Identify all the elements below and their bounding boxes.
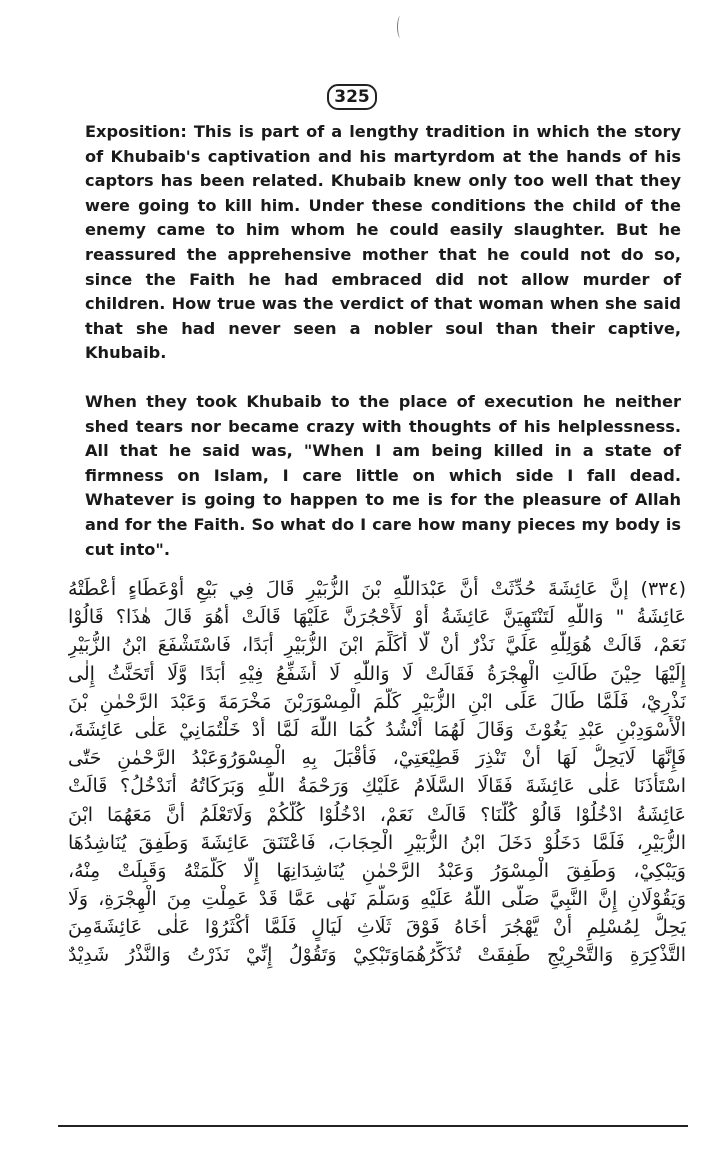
arabic-line: إِلَيْهَا حِيْنَ طَالَتِ الْهِجْرَةُ فَقَالَتْ لَا وَاللّٰهِ لَا أُشَفِّعُ فِيْهِ أَبَدًا وَّلَا أَتَحَنَّثُ إِلٰى (68, 662, 686, 685)
arabic-line: (٣٣٤) إنَّ عَائِشَةَ حُدِّثَتْ أَنَّ عَبْدَاللّٰهِ بْنَ الزُّبَيْرِ قَالَ فِي بَيْعٍ أَوْعَطَاءٍ أَعْطَتْهُ (68, 578, 686, 600)
arabic-line: وَيَبْكِيْ، وَطَفِقَ الْمِسْوَرُ وَعَبْدُ الرَّحْمٰنِ يُنَاشِدَانِهَا إِلَّا كَلَّمَتْهُ وَقَبِلَتْ مِنْهُ، (68, 859, 686, 882)
scan-mark (397, 16, 404, 38)
execution-paragraph: When they took Khubaib to the place of execution he neither shed tears nor became crazy with thoughts of his helplessness. All that he said was, "When I am being killed in a state of firmness on Islam, I care little on which side I fall dead. Whatever is going to happen to me is for the pleasure of Allah and for the Faith. So what do I care how many pieces my body is cut into". (85, 392, 681, 559)
arabic-hadith (68, 575, 686, 970)
footer-rule (58, 1125, 688, 1127)
arabic-line: عَائِشَةُ ادْخُلُوْا قَالُوْ كُلُّنَا؟ قَالَتْ نَعَمْ، ادْخُلُوْا كُلُّكُمْ وَلَاتَعْلَمُ أَنَّ مَعَهُمَا ابْنَ (68, 803, 686, 826)
arabic-line: الْأَسْوَدِبْنِ عَبْدِ يَغُوْثَ وَقَالَ لَهُمَا أَنْشُدُ كُمَا اللّٰهَ لَمَّا أَدْ خَلْتُمَانِيْ عَلٰى عَائِشَةَ، (68, 718, 686, 741)
arabic-line: وَيَقُوْلَانِ إِنَّ النَّبِيَّ صَلَّى اللّٰهُ عَلَيْهِ وَسَلَّمَ نَهٰى عَمَّا قَدْ عَمِلْتِ مِنَ الْهِجْرَةِ، وَلَا (68, 888, 686, 911)
arabic-line: التَّذْكِرَةِ وَالتَّحْرِيْجِ طَفِقَتْ تُذَكِّرُهُمَاوَتَبْكِيْ وَتَقُوْلُ إِنِّيْ نَذَرْتُ وَالنَّذْرُ شَدِيْدٌ (68, 944, 686, 967)
exposition-text: This is part of a lengthy tradition in which the story of Khubaib's captivation and his martyrdom at the hands of his captors has been related. Khubaib knew only too well that they were going to kill him. Under these conditions the child of the enemy came to him whom he could easily slaughter. But he reassured the apprehensive mother that he could not do so, since the Faith he had embraced did not allow murder of children. How true was the verdict of that woman when she said that she had never seen a nobler soul than their captive, Khubaib. (85, 122, 681, 363)
arabic-line: نَعَمْ، قَالَتْ هُوَلِلّٰهِ عَلَيَّ نَذْرٌ أَنْ لَّا أُكَلِّمَ ابْنَ الزُّبَيْرِ أَبَدًا، فَاسْتَشْفَعَ ابْنُ الزُّبَيْرِ (68, 634, 686, 657)
arabic-line: اسْتَأْذَنَا عَلٰى عَائِشَةَ فَقَالَا السَّلَامُ عَلَيْكِ وَرَحْمَةُ اللّٰهِ وَبَرَكَاتُهُ أَنَدْخُلُ؟ قَالَتْ (68, 775, 686, 798)
arabic-line: عَائِشَةُ " وَاللّٰهِ لَتَنْتَهِيَنَّ عَائِشَةُ أَوْ لَأَحْجُرَنَّ عَلَيْهَا قَالَتْ أَهُوَ قَالَ هٰذَا؟ قَالُوْا (68, 606, 686, 629)
page-number: 325 (327, 84, 377, 110)
arabic-line: نَذْرِيْ، فَلَمَّا طَالَ عَلَى ابْنِ الزُّبَيْرِ كَلَّمَ الْمِسْوَرَبْنَ مَخْرَمَةَ وَعَبْدَ الرَّحْمٰنِ بْنَ (68, 690, 686, 713)
exposition-label: Exposition: (85, 122, 187, 141)
exposition-paragraph (85, 120, 681, 366)
arabic-line: الزُّبَيْرِ، فَلَمَّا دَخَلُوْ دَخَلَ ابْنُ الزُّبَيْرِ الْحِجَابَ، فَاعْتَنَقَ عَائِشَةَ وَطَفِقَ يُنَاشِدُهَا (68, 831, 686, 854)
arabic-line: يَحِلُّ لِمُسْلِمٍ أَنْ يَّهْجُرَ أَخَاهُ فَوْقَ ثَلَاثِ لَيَالٍ فَلَمَّا أَكْثَرُوْا عَلٰى عَائِشَةَمِنَ (68, 916, 686, 939)
arabic-line: فَإِنَّهَا لَايَحِلُّ لَهَا أَنْ تَنْذِرَ قَطِيْعَتِيْ، فَأَقْبَلَ بِهِ الْمِسْوَرُوَعَبْدُ الرَّحْمٰنِ حَتّٰى (68, 747, 686, 770)
